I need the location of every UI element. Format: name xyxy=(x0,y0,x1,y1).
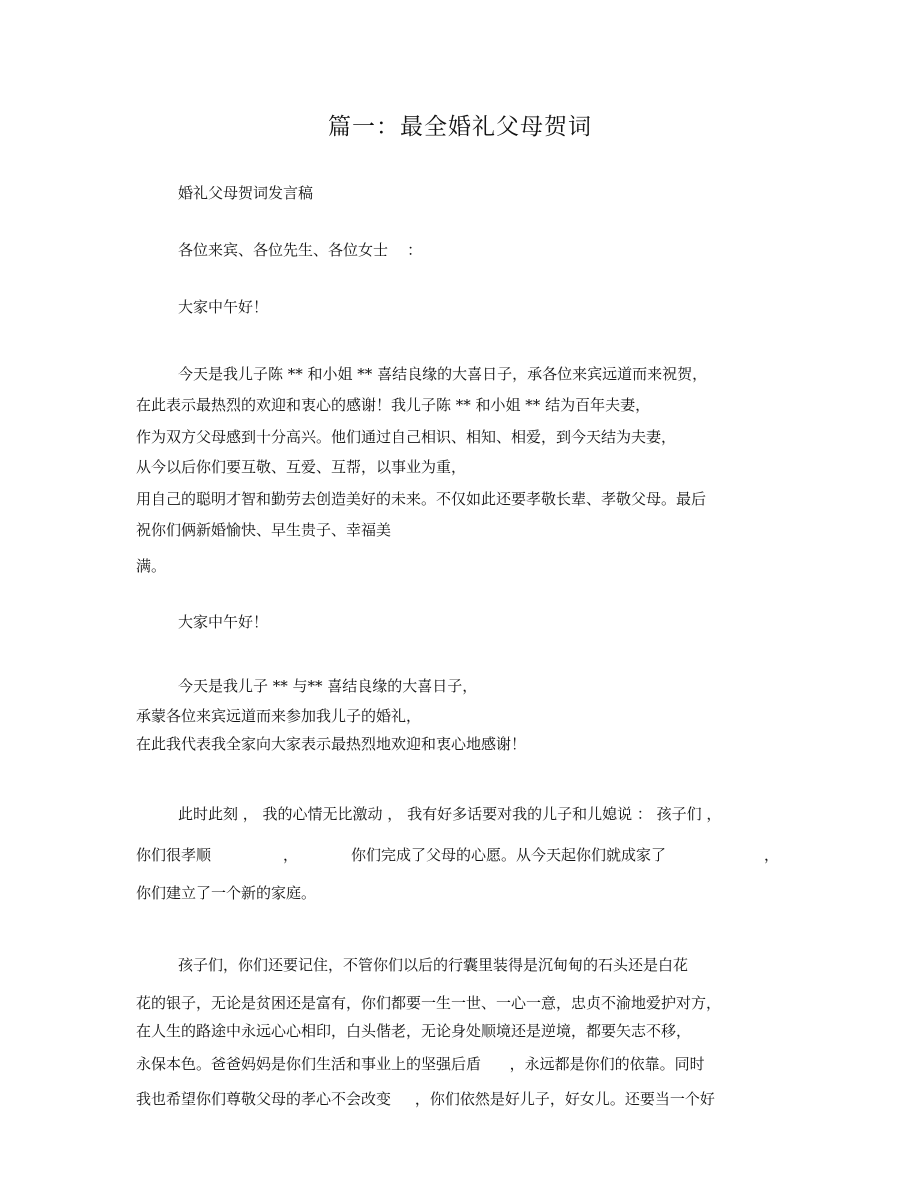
text-line: 各位来宾、各位先生、各位女士 ： xyxy=(178,241,423,259)
text-line: 你们完成了父母的心愿。从今天起你们就成家了 xyxy=(351,846,667,864)
text-line: ， xyxy=(283,846,299,864)
text-line: 在人生的路途中永远心心相印，白头偕老，无论身处顺境还是逆境，都要矢志不移， xyxy=(136,1022,692,1040)
text-line: 此时此刻 ， 我的心情无比激动 ， 我有好多话要对我的儿子和儿媳说 ： 孩子们 ， xyxy=(178,805,722,823)
text-line: 永保本色。爸爸妈妈是你们生活和事业上的坚强后盾 ，永远都是你们的依靠。同时 xyxy=(136,1055,705,1073)
text-line: 大家中午好！ xyxy=(178,613,269,631)
text-line: 花的银子，无论是贫困还是富有，你们都要一生一世、一心一意，忠贞不渝地爱护对方， xyxy=(136,994,722,1012)
text-line: 在此我代表我全家向大家表示最热烈地欢迎和衷心地感谢！ xyxy=(136,735,527,753)
text-line: 作为双方父母感到十分高兴。他们通过自己相识、相知、相爱，到今天结为夫妻， xyxy=(136,428,677,446)
document-title: 篇一：最全婚礼父母贺词 xyxy=(328,114,592,140)
text-line: 今天是我儿子陈 ** 和小姐 ** 喜结良缘的大喜日子，承各位来宾远道而来祝贺， xyxy=(178,365,708,383)
text-line: 从今以后你们要互敬、互爱、互帮，以事业为重， xyxy=(136,458,467,476)
text-line: 在此表示最热烈的欢迎和衷心的感谢！我儿子陈 ** 和小姐 ** 结为百年夫妻， xyxy=(136,396,651,414)
text-line: 婚礼父母贺词发言稿 xyxy=(178,184,314,202)
text-line: 满。 xyxy=(136,557,167,575)
text-line: 孩子们，你们还要记住，不管你们以后的行囊里装得是沉甸甸的石头还是白花 xyxy=(178,956,689,974)
text-line: 今天是我儿子 ** 与** 喜结良缘的大喜日子， xyxy=(178,677,478,695)
text-line: 用自己的聪明才智和勤劳去创造美好的未来。不仅如此还要孝敬长辈、孝敬父母。最后 xyxy=(136,490,707,508)
text-line: 我也希望你们尊敬父母的孝心不会改变 ，你们依然是好儿子，好女儿。还要当一个好 xyxy=(136,1090,715,1108)
text-line: 祝你们俩新婚愉快、早生贵子、幸福美 xyxy=(136,521,392,539)
text-line: 你们建立了一个新的家庭。 xyxy=(136,884,317,902)
text-line: 承蒙各位来宾远道而来参加我儿子的婚礼， xyxy=(136,707,422,725)
text-line: 大家中午好！ xyxy=(178,298,269,316)
text-line: ， xyxy=(764,846,780,864)
text-line: 你们很孝顺 xyxy=(136,846,212,864)
